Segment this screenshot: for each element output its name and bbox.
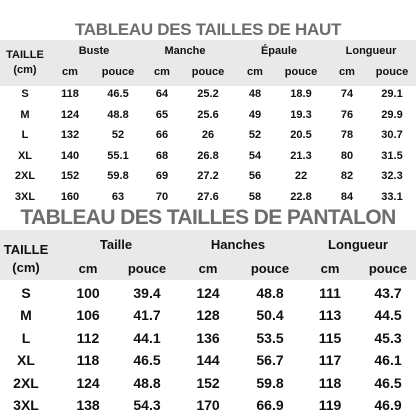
value-cell: 33.1 xyxy=(381,190,403,203)
value-cell: 170 xyxy=(196,397,220,413)
value-cell: 29.1 xyxy=(381,88,403,100)
value-cell: 132 xyxy=(60,129,80,141)
value-cell: 117 xyxy=(318,352,342,369)
size-cell: 2XL xyxy=(14,170,36,182)
table-row xyxy=(0,349,416,371)
size-column-header xyxy=(0,48,50,78)
value-cell: 63 xyxy=(111,190,125,203)
size-label: TAILLE xyxy=(3,242,49,257)
value-cell: 64 xyxy=(155,88,169,100)
value-cell: 80 xyxy=(340,149,354,162)
value-cell: 66.9 xyxy=(256,397,284,413)
value-cell: 56.7 xyxy=(256,352,284,369)
value-cell: 20.5 xyxy=(290,129,312,141)
size-cell: M xyxy=(20,307,32,324)
size-cell: XL xyxy=(17,149,33,162)
value-cell: 25.6 xyxy=(197,108,219,121)
value-cell: 46.5 xyxy=(133,352,161,369)
size-label: TAILLE xyxy=(6,49,44,61)
size-cell: L xyxy=(21,129,29,141)
value-cell: 84 xyxy=(340,190,354,203)
value-cell: 21.3 xyxy=(290,149,312,162)
value-cell: 69 xyxy=(155,170,169,182)
value-cell: 32.3 xyxy=(381,170,403,182)
group-header-shoulder: Épaule xyxy=(260,45,298,57)
value-cell: 46.1 xyxy=(374,352,402,369)
value-cell: 22.8 xyxy=(290,190,312,203)
table-row xyxy=(0,84,416,104)
size-cell: S xyxy=(21,88,29,100)
table-row xyxy=(0,187,416,207)
value-cell: 124 xyxy=(60,108,80,121)
value-cell: 58 xyxy=(248,190,262,203)
unit-header: pouce xyxy=(284,66,318,78)
group-header-sleeve: Manche xyxy=(164,45,206,57)
unit-header: pouce xyxy=(127,261,167,276)
group-header-length: Longueur xyxy=(345,45,397,57)
value-cell: 82 xyxy=(340,170,354,182)
value-cell: 160 xyxy=(60,190,80,203)
value-cell: 118 xyxy=(318,374,342,391)
value-cell: 144 xyxy=(196,352,220,369)
value-cell: 22 xyxy=(294,170,308,182)
value-cell: 59.8 xyxy=(256,374,284,391)
value-cell: 52 xyxy=(111,129,125,141)
unit-header: pouce xyxy=(368,261,408,276)
value-cell: 27.6 xyxy=(197,190,219,203)
unit-header: pouce xyxy=(250,261,290,276)
size-cell: S xyxy=(21,285,31,301)
value-cell: 74 xyxy=(340,88,354,100)
unit-header: cm xyxy=(154,66,170,78)
value-cell: 27.2 xyxy=(197,170,219,182)
top-table-title: TABLEAU DES TAILLES DE HAUT xyxy=(74,20,342,39)
value-cell: 115 xyxy=(318,329,342,346)
unit-header: pouce xyxy=(191,66,225,78)
group-header-bust: Buste xyxy=(78,45,110,57)
table-row xyxy=(0,105,416,125)
value-cell: 48 xyxy=(248,88,262,100)
table-row xyxy=(0,327,416,349)
table-row xyxy=(0,125,416,145)
value-cell: 48.8 xyxy=(133,374,161,391)
value-cell: 30.7 xyxy=(381,129,403,141)
size-cell: 3XL xyxy=(13,397,39,413)
value-cell: 49 xyxy=(248,108,262,121)
value-cell: 26 xyxy=(201,129,215,141)
value-cell: 76 xyxy=(340,108,354,121)
value-cell: 119 xyxy=(318,397,342,413)
value-cell: 45.3 xyxy=(374,329,402,346)
unit-header: pouce xyxy=(375,66,409,78)
unit-header: cm xyxy=(78,261,98,276)
value-cell: 152 xyxy=(60,170,80,182)
table-row xyxy=(0,282,416,304)
bottom-table-title: TABLEAU DES TAILLES DE PANTALON xyxy=(20,206,396,229)
size-cell: M xyxy=(20,108,30,121)
table-row xyxy=(0,146,416,166)
value-cell: 59.8 xyxy=(107,170,129,182)
unit-header: pouce xyxy=(101,66,135,78)
size-unit: (cm) xyxy=(13,64,37,76)
value-cell: 29.9 xyxy=(381,108,403,121)
unit-header: cm xyxy=(339,66,355,78)
value-cell: 140 xyxy=(60,149,80,162)
value-cell: 100 xyxy=(76,285,100,301)
unit-header: cm xyxy=(62,66,78,78)
value-cell: 50.4 xyxy=(256,307,284,324)
bottom-table-header xyxy=(0,230,416,280)
value-cell: 31.5 xyxy=(381,149,403,162)
size-cell: 2XL xyxy=(13,374,39,391)
value-cell: 19.3 xyxy=(290,108,312,121)
value-cell: 54.3 xyxy=(133,397,161,413)
value-cell: 124 xyxy=(196,285,220,301)
size-cell: L xyxy=(21,329,31,346)
value-cell: 65 xyxy=(155,108,169,121)
group-header-waist: Taille xyxy=(99,237,133,252)
value-cell: 118 xyxy=(61,88,79,100)
group-header-hips: Hanches xyxy=(210,237,266,252)
table-row xyxy=(0,166,416,186)
value-cell: 112 xyxy=(76,329,100,346)
value-cell: 70 xyxy=(155,190,169,203)
value-cell: 128 xyxy=(196,307,220,324)
value-cell: 113 xyxy=(318,307,342,324)
value-cell: 55.1 xyxy=(107,149,129,162)
value-cell: 43.7 xyxy=(374,285,402,301)
value-cell: 48.8 xyxy=(107,108,129,121)
value-cell: 44.5 xyxy=(374,307,402,324)
table-row xyxy=(0,372,416,394)
value-cell: 26.8 xyxy=(197,149,219,162)
value-cell: 118 xyxy=(76,352,100,369)
unit-header: cm xyxy=(247,66,263,78)
value-cell: 41.7 xyxy=(133,307,161,324)
value-cell: 25.2 xyxy=(197,88,219,100)
value-cell: 106 xyxy=(76,307,100,324)
value-cell: 111 xyxy=(319,285,341,301)
value-cell: 46.5 xyxy=(374,374,402,391)
bottom-size-table xyxy=(0,230,416,416)
value-cell: 18.9 xyxy=(290,88,312,100)
value-cell: 56 xyxy=(248,170,262,182)
value-cell: 68 xyxy=(155,149,169,162)
value-cell: 138 xyxy=(76,397,100,413)
value-cell: 44.1 xyxy=(133,329,161,346)
size-cell: XL xyxy=(17,352,35,369)
value-cell: 124 xyxy=(76,374,100,391)
group-header-length: Longueur xyxy=(328,237,388,252)
table-row xyxy=(0,394,416,416)
value-cell: 66 xyxy=(155,129,169,141)
value-cell: 48.8 xyxy=(256,285,284,301)
value-cell: 54 xyxy=(248,149,262,162)
value-cell: 152 xyxy=(196,374,220,391)
table-row xyxy=(0,304,416,326)
top-table-header xyxy=(0,40,416,86)
value-cell: 78 xyxy=(340,129,354,141)
value-cell: 46.9 xyxy=(374,397,402,413)
value-cell: 46.5 xyxy=(107,88,129,100)
top-size-table xyxy=(0,40,416,210)
value-cell: 52 xyxy=(248,129,262,141)
size-column-header xyxy=(0,241,52,277)
size-unit: (cm) xyxy=(12,260,40,275)
value-cell: 39.4 xyxy=(133,285,161,301)
value-cell: 136 xyxy=(196,329,220,346)
unit-header: cm xyxy=(320,261,340,276)
value-cell: 53.5 xyxy=(256,329,284,346)
size-cell: 3XL xyxy=(14,190,36,203)
unit-header: cm xyxy=(198,261,218,276)
